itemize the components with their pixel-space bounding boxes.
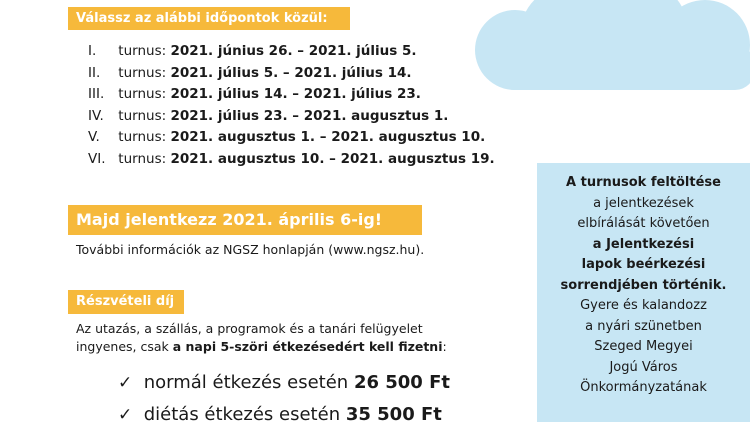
turnus-word: turnus: (118, 86, 167, 103)
side-box-line: a nyári szünetben (585, 318, 702, 334)
fee-line-2 (76, 338, 447, 356)
turnus-row (88, 106, 495, 128)
checkmark-icon: ✓ (118, 405, 133, 425)
price-list (118, 367, 450, 431)
turnus-dates: 2021. június 26. – 2021. július 5. (170, 43, 417, 59)
turnus-row (88, 41, 495, 63)
price-label: normál étkezés esetén (143, 372, 354, 393)
turnus-word: turnus: (118, 64, 167, 81)
side-box-line: sorrendjében történik. (560, 277, 727, 293)
side-box-line: elbírálását követően (577, 216, 710, 231)
turnus-word: turnus: (118, 150, 167, 167)
turnus-dates: 2021. augusztus 10. – 2021. augusztus 19. (170, 150, 495, 167)
turnus-number: II. (88, 64, 101, 81)
price-amount: 35 500 Ft (345, 404, 442, 425)
info-text: További információk az NGSZ honlapján (www.ngsz.hu). (76, 242, 425, 257)
turnus-dates: 2021. augusztus 1. – 2021. augusztus 10. (170, 129, 486, 146)
turnus-dates: 2021. július 14. – 2021. július 23. (170, 86, 421, 103)
turnus-row (88, 127, 495, 149)
turnus-dates: 2021. július 5. – 2021. július 14. (170, 64, 412, 81)
side-box-line: a Jelentkezési (592, 236, 695, 252)
turnus-number: V. (88, 129, 100, 146)
price-label: diétás étkezés esetén (143, 404, 346, 425)
turnus-word: turnus: (118, 43, 167, 59)
apply-deadline-heading: Majd jelentkezz 2021. április 6-ig! (68, 205, 422, 235)
side-box-line: A turnusok feltöltése (566, 175, 721, 190)
turnus-list (88, 41, 495, 171)
price-row (118, 399, 450, 431)
price-amount: 26 500 Ft (353, 372, 450, 393)
fee-line-2-plain: ingyenes, csak (76, 339, 173, 354)
turnus-number: I. (88, 43, 97, 59)
side-box-line: Gyere és kalandozz (580, 298, 707, 313)
turnus-number: IV. (88, 107, 104, 124)
turnus-row (88, 149, 495, 171)
fee-description (76, 320, 447, 356)
fee-line-2-bold: a napi 5-szöri étkezésedért kell fizetni (172, 339, 443, 354)
turnus-row (88, 63, 495, 85)
side-box-line: Jogú Város (609, 359, 678, 375)
choose-heading: Válassz az alábbi időpontok közül: (68, 7, 350, 30)
side-box-line: Szeged Megyei (594, 339, 693, 354)
cloud-decoration (455, 0, 750, 100)
side-box-line: a jelentkezések (593, 195, 694, 211)
fee-heading: Részvételi díj (68, 290, 184, 314)
turnus-word: turnus: (118, 129, 167, 146)
turnus-number: VI. (88, 150, 106, 167)
fee-line-2-end: : (442, 339, 447, 354)
turnus-number: III. (88, 86, 105, 103)
price-row (118, 367, 450, 399)
side-box-line: Önkormányzatának (580, 380, 707, 395)
side-box-line: lapok beérkezési (581, 257, 706, 272)
checkmark-icon: ✓ (118, 373, 133, 393)
turnus-row (88, 84, 495, 106)
turnus-dates: 2021. július 23. – 2021. augusztus 1. (170, 107, 449, 124)
turnus-word: turnus: (118, 107, 167, 124)
fee-line-1: Az utazás, a szállás, a programok és a tanári felügyelet (76, 321, 423, 336)
side-info-box (537, 163, 750, 422)
